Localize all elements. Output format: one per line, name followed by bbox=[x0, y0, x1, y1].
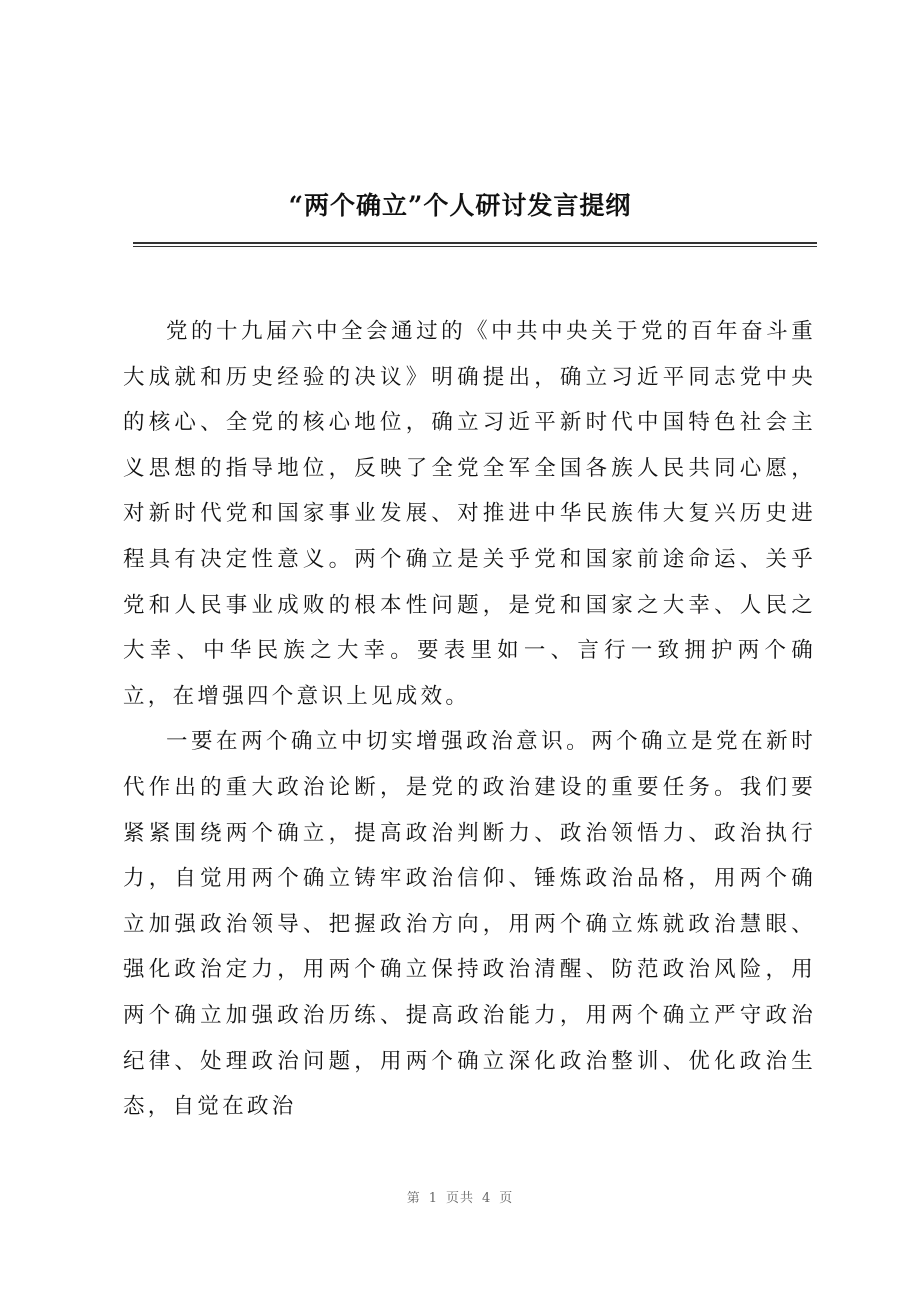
footer-prefix: 第 bbox=[406, 1191, 421, 1206]
document-title: “两个确立”个人研讨发言提纲 bbox=[288, 191, 632, 220]
paragraph-point-one: 一要在两个确立中切实增强政治意识。两个确立是党在新时代作出的重大政治论断，是党的政治建设的重要任务。我们要紧紧围绕两个确立，提高政治判断力、政治领悟力、政治执行力，自觉用两个确立铸牢政治信仰、锤炼政治品格，用两个确立加强政治领导、把握政治方向，用两个确立炼就政治慧眼、强化政治定力，用两个确立保持政治清醒、防范政治风险，用两个确立加强政治历练、提高政治能力，用两个确立严守政治纪律、处理政治问题，用两个确立深化政治整训、优化政治生态，自觉在政治 bbox=[123, 729, 816, 1120]
title-rule-thin bbox=[133, 246, 817, 247]
footer-page-number: 1 bbox=[428, 1191, 438, 1206]
footer-suffix: 页 bbox=[499, 1191, 514, 1206]
page-footer bbox=[0, 1187, 920, 1206]
footer-total-pages: 4 bbox=[482, 1191, 492, 1206]
footer-middle: 页共 bbox=[445, 1191, 474, 1206]
title-rule-thick bbox=[133, 242, 817, 244]
document-body bbox=[123, 309, 816, 1130]
paragraph-intro: 党的十九届六中全会通过的《中共中央关于党的百年奋斗重大成就和历史经验的决议》明确提出，确立习近平同志党中央的核心、全党的核心地位，确立习近平新时代中国特色社会主义思想的指导地位，反映了全党全军全国各族人民共同心愿，对新时代党和国家事业发展、对推进中华民族伟大复兴历史进程具有决定性意义。两个确立是关乎党和国家前途命运、关乎党和人民事业成败的根本性问题，是党和国家之大幸、人民之大幸、中华民族之大幸。要表里如一、言行一致拥护两个确立，在增强四个意识上见成效。 bbox=[123, 319, 816, 709]
